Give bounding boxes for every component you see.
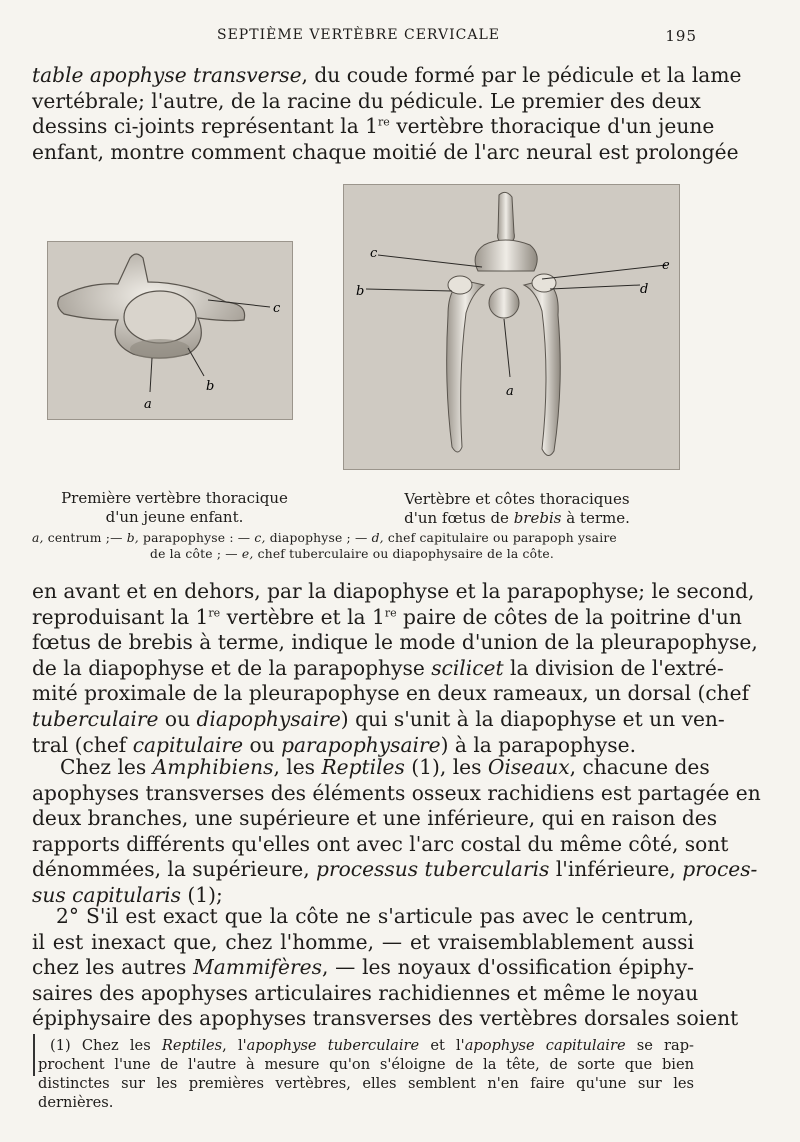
italic-term: processus tubercularis [316, 857, 550, 882]
text-line [32, 955, 694, 981]
text-line: saires des apophyses articulaires rachidiennes et même le noyau [32, 980, 699, 1005]
text-span: l'inférieure, [549, 857, 683, 882]
text-span: , chacune des [569, 755, 710, 779]
leader-line-d [550, 285, 640, 289]
label-b: b [356, 284, 365, 299]
italic-term: Reptiles [161, 1037, 223, 1054]
text-line: deux branches, une supérieure et une inférieure, qui en raison des [32, 806, 718, 831]
superscript: re [378, 115, 390, 129]
text-span: (1) Chez les [50, 1037, 162, 1054]
caption-line: Première vertèbre thoracique [61, 489, 288, 507]
caption-line: d'un jeune enfant. [105, 508, 244, 526]
text-line: il est inexact que, chez l'homme, — et vraisemblablement aussi [32, 929, 694, 954]
text-span: chez les autres [32, 955, 194, 980]
italic-term: diapophysaire [196, 706, 341, 731]
legend-text: parapophyse : — [138, 531, 255, 545]
superscript: re [208, 605, 221, 619]
label-a: a [506, 384, 514, 399]
caption-line [372, 509, 662, 528]
vertebra-ribs-illustration [344, 185, 679, 469]
spinous-process [498, 192, 515, 243]
footnote [38, 1036, 694, 1112]
italic-term: brebis [513, 509, 562, 527]
text-span: ou [243, 732, 282, 757]
text-line: vertébrale; l'autre, de la racine du pédicule. Le premier des deux [32, 88, 701, 113]
text-span: ou [158, 706, 197, 731]
leader-line-c [378, 255, 482, 267]
text-span: ) à la parapophyse. [440, 732, 637, 757]
page-number: 195 [665, 27, 697, 45]
text-line [32, 857, 758, 883]
centrum [489, 288, 519, 318]
centrum-shadow [130, 339, 190, 359]
text-span: , — les noyaux d'ossification épiphy- [321, 955, 694, 980]
legend-text: diapophyse ; — [265, 531, 372, 545]
legend-key: d, [371, 531, 384, 545]
italic-term: Amphibiens [152, 755, 274, 779]
text-line: rapports différents qu'elles ont avec l'arc costal du même côté, sont [32, 831, 729, 856]
text-line: enfant, montre comment chaque moitié de l'arc neural est prolongée [32, 139, 739, 164]
text-span: dénommées, la supérieure, [32, 857, 317, 882]
paragraph-1 [32, 63, 742, 165]
leader-line-a [150, 358, 152, 392]
caption-right [372, 490, 662, 528]
text-line: épiphysaire des apophyses transverses des vertèbres dorsales soient [32, 1006, 739, 1031]
footnote-line: distinctes sur les premières vertèbres, elles semblent n'en faire qu'une sur les [38, 1075, 694, 1092]
legend-line [32, 530, 694, 546]
footnote-margin-mark [33, 1034, 35, 1076]
text-line: mité proximale de la pleurapophyse en deux rameaux, un dorsal (chef [32, 681, 750, 706]
text-span: et l' [419, 1037, 465, 1054]
chapter-title: SEPTIÈME VERTÈBRE CERVICALE [217, 27, 500, 43]
footnote-line: prochent l'une de l'autre à mesure qu'on s'éloigne de la tête, de sorte que bien [38, 1056, 694, 1073]
text-span: d'un fœtus de [404, 509, 514, 527]
label-c: c [273, 301, 281, 316]
text-span: Chez les [60, 755, 153, 779]
italic-term: Reptiles [321, 755, 405, 779]
text-line [32, 706, 725, 733]
italic-term: apophyse capitulaire [464, 1037, 626, 1054]
text-span: (1), les [404, 755, 488, 779]
text-line [32, 63, 742, 89]
label-c: c [370, 246, 378, 261]
footnote-line: dernières. [38, 1094, 114, 1111]
figure-vertebra-child [47, 241, 293, 420]
legend-line [32, 546, 694, 562]
legend-text: chef capitulaire ou parapoph ysaire [383, 531, 617, 545]
text-span: ) qui s'unit à la diapophyse et un ven- [340, 706, 725, 731]
text-span: dessins ci-joints représentant la 1 [32, 114, 379, 139]
text-line [32, 755, 710, 781]
italic-term: proces- [682, 857, 758, 882]
vertebra-illustration [48, 242, 292, 419]
legend-key: c, [254, 531, 266, 545]
text-span: vertèbre et la 1 [220, 604, 385, 629]
text-line [32, 655, 724, 682]
leader-line-b [188, 348, 204, 376]
legend-text: de la côte ; — [150, 547, 242, 561]
figure-legend [32, 530, 694, 562]
text-span: se rap- [625, 1037, 694, 1054]
text-span: , les [273, 755, 322, 779]
text-line: en avant et en dehors, par la diapophyse et la parapophyse; le second, [32, 579, 755, 603]
text-line [32, 604, 742, 631]
footnote-line [38, 1036, 694, 1055]
text-span: , l' [222, 1037, 247, 1054]
italic-term: Mammifères [193, 955, 322, 980]
caption-left [47, 489, 302, 527]
paragraph-4 [32, 904, 739, 1032]
italic-term: apophyse tuberculaire [246, 1037, 420, 1054]
label-e: e [662, 258, 670, 273]
text-span: paire de côtes de la poitrine d'un [396, 604, 742, 629]
legend-key: b, [126, 531, 139, 545]
text-line: fœtus de brebis à terme, indique le mode d'union de la pleurapophyse, [32, 630, 758, 655]
italic-term: sus capitularis [32, 882, 181, 907]
leader-line-b [366, 289, 452, 291]
legend-key: a, [32, 531, 44, 545]
italic-term: scilicet [431, 655, 504, 680]
leader-line-e [542, 265, 666, 279]
text-line [32, 114, 715, 140]
legend-key: e, [241, 547, 254, 561]
text-span: la division de l'extré- [503, 655, 724, 680]
vertebral-foramen [124, 291, 196, 343]
italic-term: capitulaire [132, 732, 244, 757]
left-rib [447, 281, 484, 452]
text-span: de la diapophyse et de la parapophyse [32, 655, 432, 680]
italic-term: tuberculaire [32, 706, 159, 731]
label-d: d [640, 282, 649, 297]
caption-line: Vertèbre et côtes thoraciques [404, 490, 630, 508]
label-b: b [206, 379, 215, 394]
figure-vertebra-sheep [343, 184, 680, 470]
text-span: vertèbre thoracique d'un jeune [389, 114, 715, 139]
text-span: à terme. [561, 509, 630, 527]
text-span: reproduisant la 1 [32, 604, 209, 629]
text-line: 2° S'il est exact que la côte ne s'articule pas avec le centrum, [56, 904, 694, 928]
leader-line-a [504, 319, 510, 377]
right-rib [524, 281, 560, 456]
neural-arch [475, 240, 537, 271]
text-span: (1); [180, 882, 223, 907]
legend-text: chef tuberculaire ou diapophysaire de la côte. [253, 547, 554, 561]
label-a: a [144, 397, 152, 412]
italic-term: table apophyse transverse [32, 63, 302, 87]
superscript: re [384, 605, 397, 619]
legend-text: centrum ;— [43, 531, 127, 545]
italic-term: parapophysaire [281, 732, 441, 757]
text-line: apophyses transverses des éléments osseux rachidiens est partagée en [32, 780, 761, 805]
paragraph-2 [32, 579, 758, 758]
paragraph-3 [32, 755, 761, 909]
italic-term: Oiseaux [487, 755, 570, 779]
text-span: , du coude formé par le pédicule et la lame [301, 63, 742, 87]
text-span: tral (chef [32, 732, 133, 757]
